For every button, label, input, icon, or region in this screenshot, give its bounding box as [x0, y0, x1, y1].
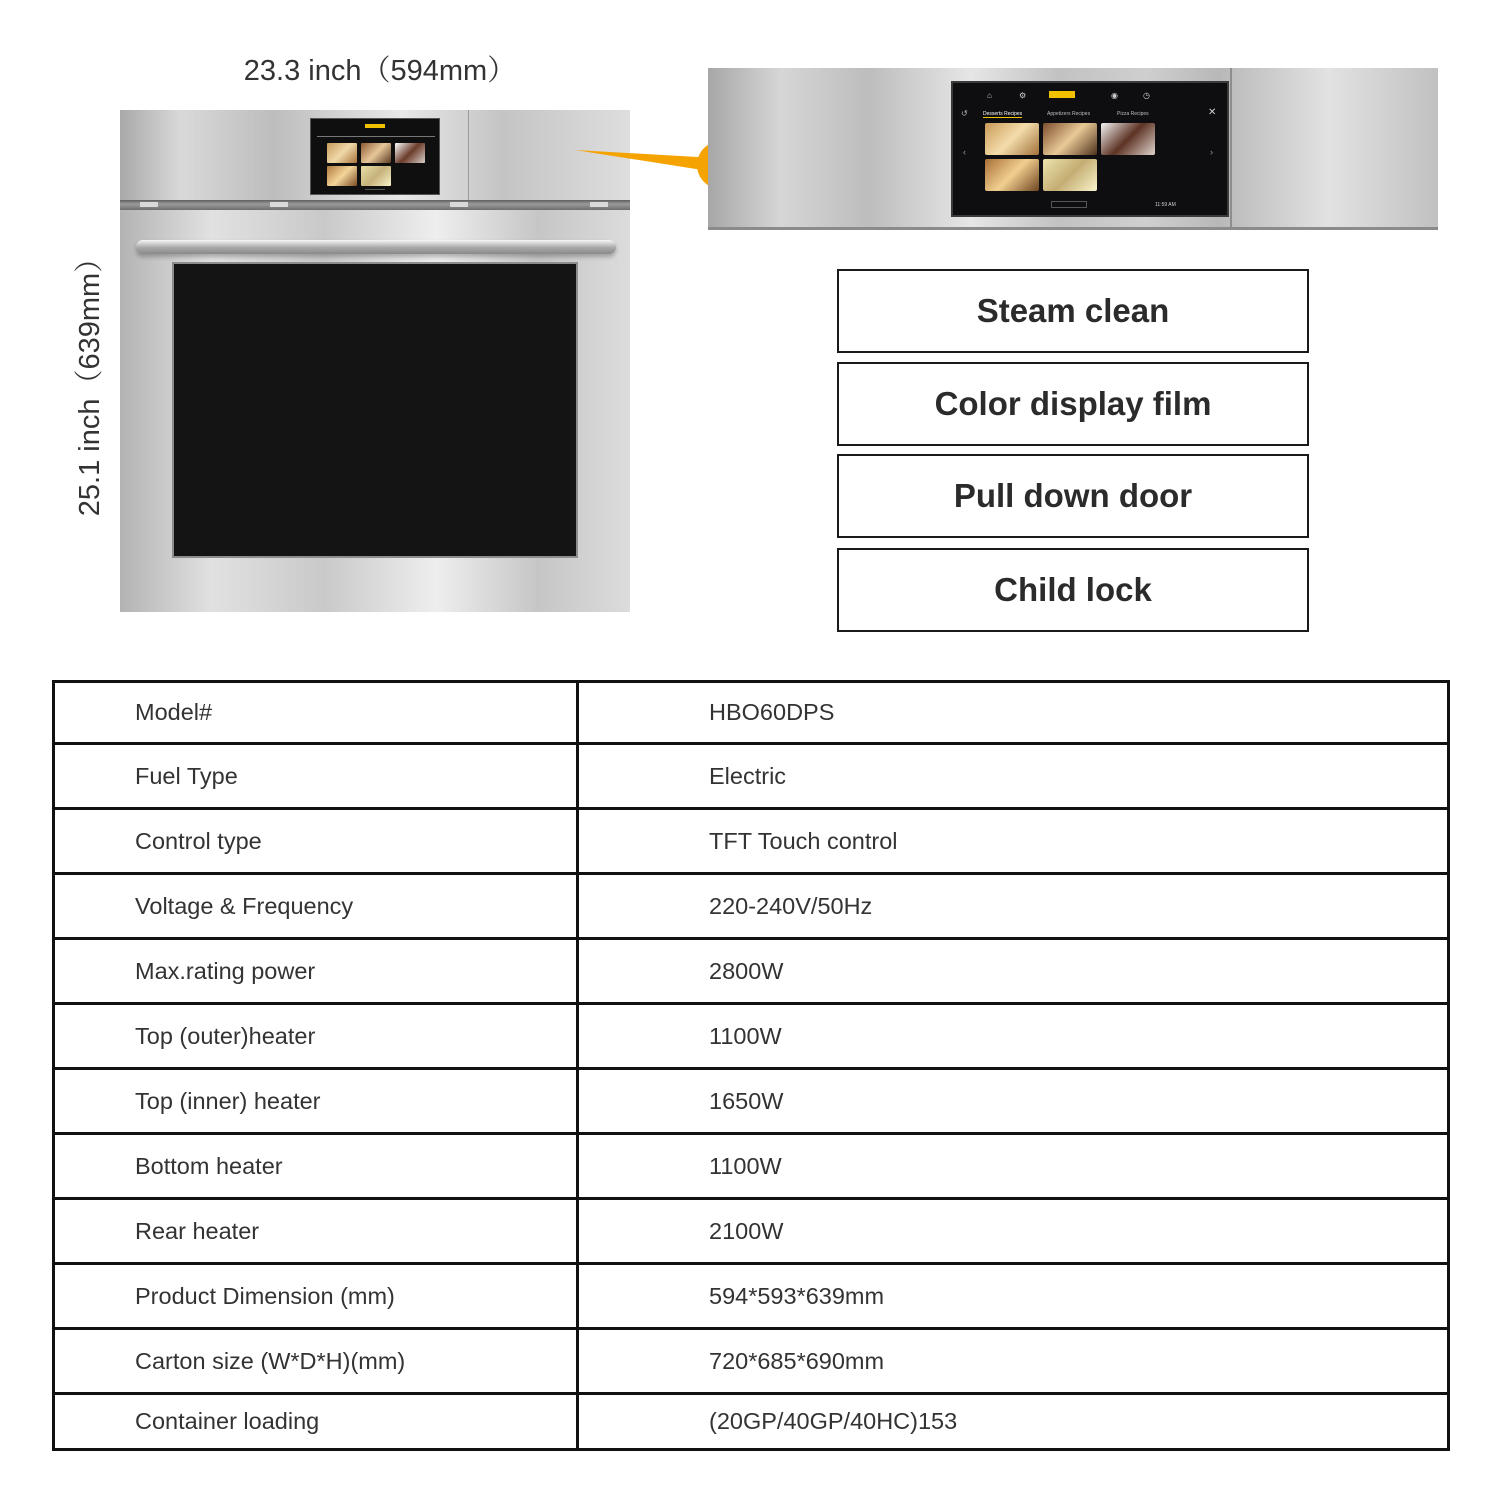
spec-label: Bottom heater	[54, 1134, 578, 1199]
table-row	[54, 744, 1449, 809]
recipe-tile	[1043, 159, 1097, 191]
recipe-tile	[361, 143, 391, 163]
feature-child-lock: Child lock	[837, 548, 1309, 632]
table-row	[54, 682, 1449, 744]
display-clock: 11:59 AM	[1155, 202, 1176, 208]
recipe-tile	[327, 143, 357, 163]
table-row	[54, 1069, 1449, 1134]
spec-label: Rear heater	[54, 1199, 578, 1264]
panel-edge	[708, 227, 1438, 230]
spec-label: Top (outer)heater	[54, 1004, 578, 1069]
table-row	[54, 1264, 1449, 1329]
settings-icon: ⚙	[1019, 91, 1027, 100]
spec-label: Fuel Type	[54, 744, 578, 809]
spec-label: Top (inner) heater	[54, 1069, 578, 1134]
recipe-tile	[1101, 123, 1155, 155]
feature-pull-down-door: Pull down door	[837, 454, 1309, 538]
table-row	[54, 1199, 1449, 1264]
vent-notch	[590, 202, 608, 207]
spec-value: 1100W	[578, 1134, 1449, 1199]
recipe-tile	[985, 123, 1039, 155]
spec-label: Model#	[54, 682, 578, 744]
feature-steam-clean: Steam clean	[837, 269, 1309, 353]
oven-door	[120, 210, 630, 612]
spec-value: HBO60DPS	[578, 682, 1449, 744]
home-icon: ⌂	[987, 91, 992, 100]
spec-value: 594*593*639mm	[578, 1264, 1449, 1329]
display-button	[365, 189, 385, 190]
control-panel-zoom	[708, 68, 1438, 230]
spec-label: Voltage & Frequency	[54, 874, 578, 939]
vent-notch	[270, 202, 288, 207]
table-row	[54, 874, 1449, 939]
chevron-left-icon: ‹	[963, 147, 966, 157]
spec-value: (20GP/40GP/40HC)153	[578, 1394, 1449, 1450]
recipe-tile	[985, 159, 1039, 191]
vent-notch	[450, 202, 468, 207]
table-row	[54, 1004, 1449, 1069]
oven-display-small	[310, 118, 440, 195]
recipe-tile	[1043, 123, 1097, 155]
spec-value: 720*685*690mm	[578, 1329, 1449, 1394]
spec-label: Control type	[54, 809, 578, 874]
spec-value: TFT Touch control	[578, 809, 1449, 874]
display-action-button	[1051, 201, 1087, 208]
spec-value: 2800W	[578, 939, 1449, 1004]
recipe-tile	[327, 166, 357, 186]
timer-icon: ◷	[1143, 91, 1150, 100]
spec-label: Max.rating power	[54, 939, 578, 1004]
spec-value: Electric	[578, 744, 1449, 809]
back-icon: ↺	[961, 109, 968, 118]
spec-label: Container loading	[54, 1394, 578, 1450]
table-row	[54, 939, 1449, 1004]
oven-window	[172, 262, 578, 558]
spec-value: 1100W	[578, 1004, 1449, 1069]
table-row	[54, 809, 1449, 874]
tab-pizza: Pizza Recipes	[1117, 111, 1149, 117]
height-dimension-label: 25.1 inch（639mm）	[74, 243, 106, 517]
location-icon: ◉	[1111, 91, 1118, 100]
connector-beam	[575, 150, 715, 172]
display-tab-line	[317, 136, 435, 137]
oven-product-image	[120, 110, 630, 612]
tab-desserts: Desserts Recipes	[983, 111, 1023, 117]
spec-value: 1650W	[578, 1069, 1449, 1134]
oven-display-zoom	[951, 81, 1229, 217]
feature-color-display-film: Color display film	[837, 362, 1309, 446]
recipe-tile	[395, 143, 425, 163]
close-icon: ✕	[1208, 107, 1217, 118]
table-row	[54, 1329, 1449, 1394]
recipe-tile	[361, 166, 391, 186]
oven-control-panel	[120, 110, 630, 200]
spec-table	[52, 680, 1450, 1451]
spec-label: Product Dimension (mm)	[54, 1264, 578, 1329]
spec-value: 2100W	[578, 1199, 1449, 1264]
vent-notch	[140, 202, 158, 207]
spec-value: 220-240V/50Hz	[578, 874, 1449, 939]
display-highlight-pill	[1049, 91, 1075, 98]
width-dimension-label: 23.3 inch（594mm）	[243, 55, 517, 87]
tab-appetizers: Appetizers Recipes	[1047, 111, 1091, 117]
table-row	[54, 1134, 1449, 1199]
display-highlight-pill	[365, 124, 385, 128]
chevron-right-icon: ›	[1210, 147, 1213, 157]
panel-seam	[468, 110, 469, 200]
spec-label: Carton size (W*D*H)(mm)	[54, 1329, 578, 1394]
table-row	[54, 1394, 1449, 1450]
oven-vent-gap	[120, 200, 630, 210]
panel-seam	[1230, 68, 1232, 230]
oven-handle	[136, 240, 616, 254]
